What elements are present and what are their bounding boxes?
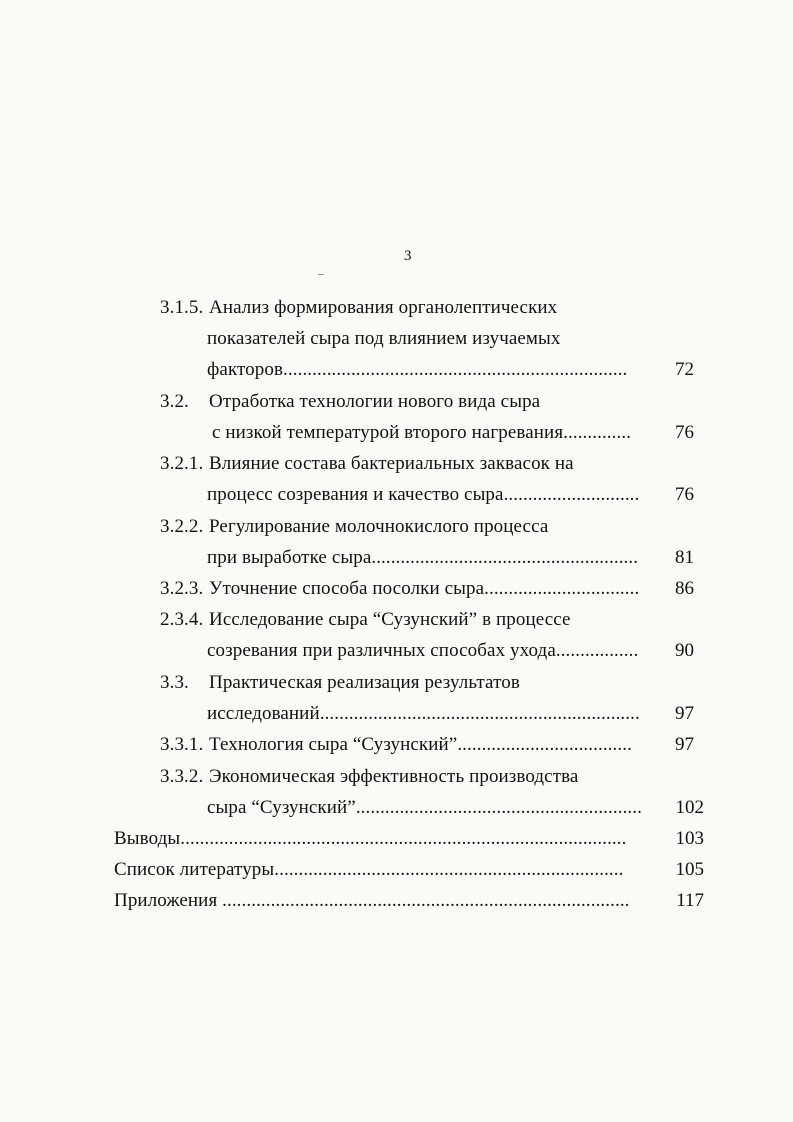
toc-text-3-2-3-line-1: Уточнение способа посолки сыра................................	[209, 578, 640, 599]
toc-text-3-2-1-line-2: процесс созревания и качество сыра............................	[207, 484, 640, 505]
toc-number-3-1-5: 3.1.5.	[160, 297, 204, 318]
toc-text-3-2-2-line-1: Регулирование молочнокислого процесса	[209, 516, 549, 537]
toc-number-3-2: 3.2.	[160, 391, 189, 412]
toc-text-3-2-1-line-1: Влияние состава бактериальных заквасок на	[209, 453, 574, 474]
toc-text-conclusions: Выводы............................................................................................	[114, 828, 627, 849]
toc-text-references: Список литературы........................................................................	[114, 859, 624, 880]
toc-page-appendices: 117	[676, 890, 704, 911]
toc-text-3-1-5-line-2: показателей сыра под влиянием изучаемых	[207, 328, 561, 349]
toc-number-3-3: 3.3.	[160, 672, 189, 693]
toc-text-2-3-4-line-2: созревания при различных способах ухода.................	[207, 640, 639, 661]
toc-text-2-3-4-line-1: Исследование сыра “Сузунский” в процессе	[209, 609, 571, 630]
toc-page-3-3-1: 97	[675, 734, 694, 755]
toc-page-references: 105	[675, 859, 704, 880]
toc-page-3-3-2: 102	[675, 797, 704, 818]
toc-text-3-1-5-line-1: Анализ формирования органолептических	[209, 297, 558, 318]
toc-text-3-3-line-1: Практическая реализация результатов	[209, 672, 520, 693]
toc-text-appendices: Приложения ....................................................................................	[114, 890, 630, 911]
toc-page-3-2-1: 76	[675, 484, 694, 505]
toc-number-3-3-2: 3.3.2.	[160, 766, 204, 787]
toc-text-3-3-2-line-2: сыра “Сузунский”...........................................................	[207, 797, 642, 818]
toc-text-3-3-1-line-1: Технология сыра “Сузунский”....................................	[209, 734, 632, 755]
toc-text-3-2-line-2: с низкой температурой второго нагревания..............	[212, 422, 632, 443]
toc-page-3-1-5: 72	[675, 359, 694, 380]
toc-number-3-2-2: 3.2.2.	[160, 516, 204, 537]
toc-text-3-2-2-line-2: при выработке сыра.......................................................	[207, 547, 639, 568]
toc-text-3-1-5-line-3: факторов.......................................................................	[207, 359, 628, 380]
page-number: 3	[404, 248, 412, 264]
toc-page-3-3: 97	[675, 703, 694, 724]
toc-text-3-3-2-line-1: Экономическая эффективность производства	[209, 766, 579, 787]
scan-speck	[318, 274, 324, 275]
toc-number-3-3-1: 3.3.1.	[160, 734, 204, 755]
toc-page-conclusions: 103	[675, 828, 704, 849]
toc-number-3-2-3: 3.2.3.	[160, 578, 204, 599]
toc-number-3-2-1: 3.2.1.	[160, 453, 204, 474]
toc-page-2-3-4: 90	[675, 640, 694, 661]
toc-text-3-3-line-2: исследований..................................................................	[207, 703, 640, 724]
toc-number-2-3-4: 2.3.4.	[160, 609, 204, 630]
toc-page-3-2-3: 86	[675, 578, 694, 599]
toc-text-3-2-line-1: Отработка технологии нового вида сыра	[209, 391, 541, 412]
toc-page-3-2: 76	[675, 422, 694, 443]
toc-page-3-2-2: 81	[675, 547, 694, 568]
